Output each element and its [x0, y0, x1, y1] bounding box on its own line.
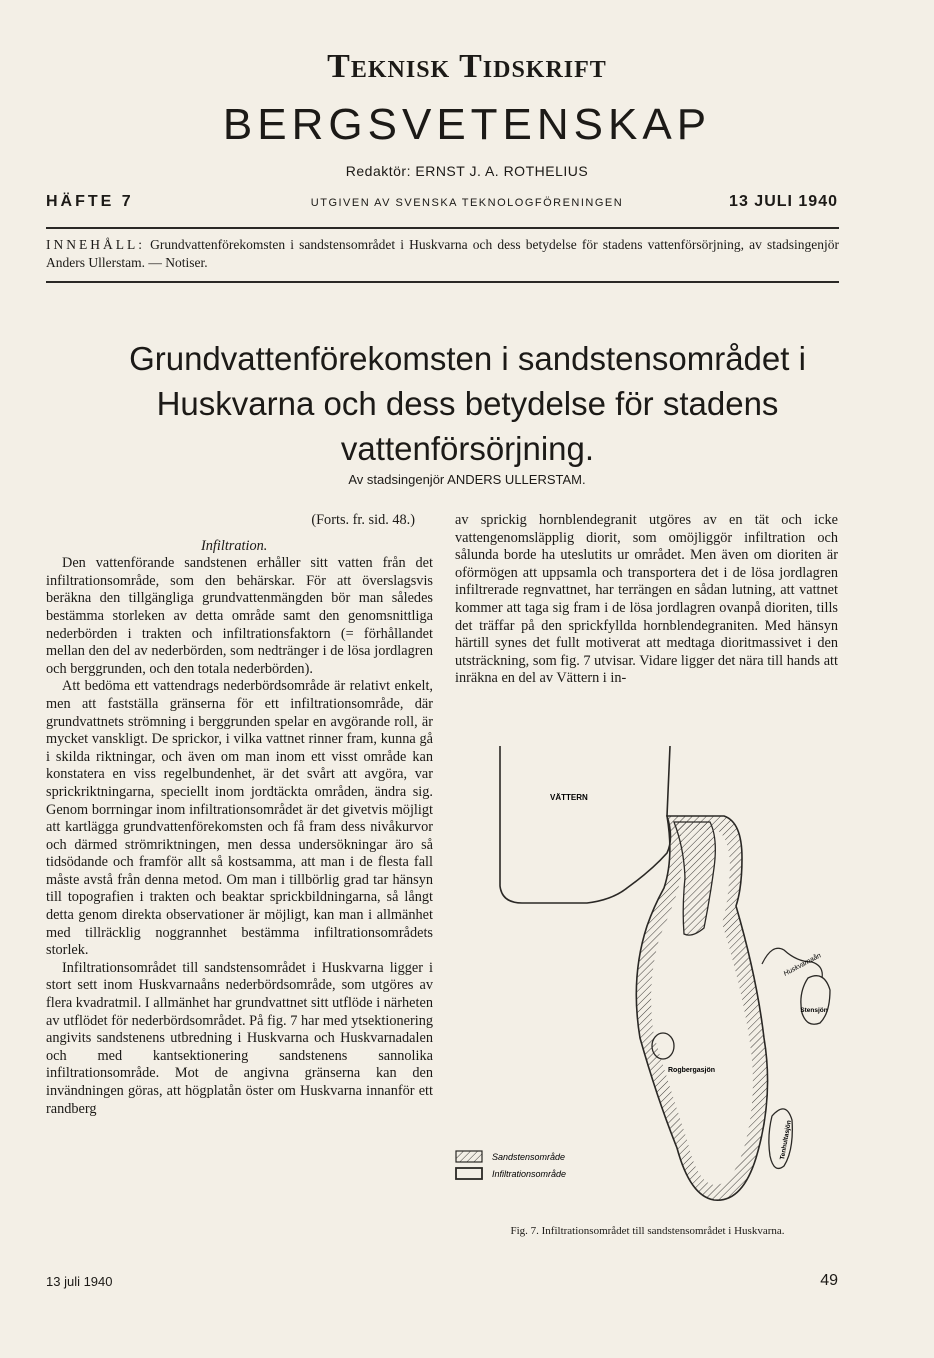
journal-title: Teknisk Tidskrift [327, 48, 607, 85]
legend-sandstone-swatch [456, 1151, 482, 1162]
infiltration-map [452, 738, 832, 1218]
publisher-line: UTGIVEN AV SVENSKA TEKNOLOGFÖRENINGEN [310, 197, 624, 209]
label-huskvarnaan: Huskvarnaån [782, 952, 823, 978]
contents-rule [46, 281, 839, 283]
legend-sandstone-label: Sandstensområde [492, 1152, 566, 1162]
label-tenhultasjon: Tenhultasjön [779, 1119, 793, 1161]
contents-label: INNEHÅLL: [46, 237, 145, 252]
table-of-contents [46, 236, 839, 272]
label-stensjon: Stensjön [800, 1007, 828, 1014]
paragraph: av sprickig hornblendegranit utgöres av en tät och icke vattengenomsläpplig diorit, som omöjliggör infiltration och sålunda borde ha uteslutits ur området. Men även om dioriten är oförmögen att uppsamla och transportera det i de lösa jordlagren infiltrerade regnvattnet, har terrängen en sådan lutning, att vattnet kommer att taga sig fram i de lösa jordlagren ovanpå dioriten, tills det träffar på den sprickfyllda hornblendegraniten. Med hänsyn härtill synes det fullt motiverat att medtaga dioritmassivet i den utsträckning, som fig. 7 utvisar. Vidare ligger det nära till hands att inräkna en del av Vättern i in- [455, 512, 838, 687]
stensjon-lake [801, 976, 830, 1025]
label-vattern: VÄTTERN [550, 793, 588, 802]
continued-note: (Forts. fr. sid. 48.) [311, 512, 415, 528]
top-rule [46, 227, 839, 229]
label-rogbergasjon: Rogbergasjön [668, 1067, 716, 1074]
article-title: Grundvattenförekomsten i sandstensområdet i Huskvarna och dess betydelse för stadens vattenförsörjning. [129, 340, 806, 467]
contents-text: Grundvattenförekomsten i sandstensområdet i Huskvarna och dess betydelse för stadens vattenförsörjning, av stadsingenjör Anders Ullerstam. — Notiser. [46, 237, 839, 270]
right-column [455, 512, 838, 688]
paragraph: Infiltrationsområdet till sandstensområdet i Huskvarna ligger i stort sett inom Huskvarnaåns nederbördsområde, som utgöres av flera kvadratmil. I allmänhet har grundvattnet sitt utflöde i närheten av utflödet för nederbördsområdet. På fig. 7 har med ytsektionering angivits sandstenens utbredning i Huskvarna och Huskvarnadalen och med kantsektionering sandstenens sannolika infiltrationsområde. Mot de angivna gränserna kan den invändningen göras, att högplatån öster om Huskvarna innanför ett randberg [46, 959, 433, 1117]
section-heading: Infiltration. [201, 537, 268, 554]
legend-infiltration-swatch [456, 1168, 482, 1179]
journal-section-title: BERGSVETENSKAP [222, 100, 712, 149]
vattern-shore [500, 746, 671, 903]
paragraph: Den vattenförande sandstenen erhåller sitt vatten från det infiltrationsområde, som den behärskar. För att överslagsvis beräkna den tillgängliga grundvattenmängden bör man således bestämma storleken av detta område samt den genomsnittliga nederbörden i trakten och infiltrationsfaktorn (= förhållandet mellan den del av nederbörden, som nedtränger i de lösa jordlagren och berggrunden, och den totala nederbörden). [46, 555, 433, 677]
left-column [46, 512, 433, 1118]
issue-number: HÄFTE 7 [46, 193, 134, 210]
legend-infiltration-label: Infiltrationsområde [492, 1169, 567, 1179]
article-byline: Av stadsingenjör ANDERS ULLERSTAM. [348, 472, 586, 487]
issue-date: 13 JULI 1940 [729, 193, 838, 210]
footer-date: 13 juli 1940 [46, 1274, 113, 1289]
editor-line: Redaktör: ERNST J. A. ROTHELIUS [345, 163, 589, 179]
page-number: 49 [820, 1272, 838, 1289]
paragraph: Att bedöma ett vattendrags nederbördsområde är relativt enkelt, men att fastställa gränserna för ett infiltrationsområde, där grundvattnets strömning i berggrunden spelar en avgörande roll, är mycket vanskligt. De sprickor, i vilka vattnet rinner fram, kunna gå i skilda riktningar, och även om man inom ett visst område kan konstatera en viss regelbundenhet, är det svårt att avgöra, var sprickriktningarna, speciellt inom jordtäckta områden, ändra sig. Genom borrningar inom infiltrationsområdet är det givetvis möjligt att kartlägga grundvattenförekomsten och få fram dess nivåkurvor och därmed strömriktningen, men dessa undersökningar äro så tidsödande och framför allt så kostsamma, att man i de flesta fall måste avstå från denna metod. Om man i tillbörlig grad tar hänsyn till topografien i trakten och beaktar sprickbildningarna, så långt detta genom direkta observationer är möjligt, kan man i allmänhet med tillräcklig noggrannhet bestämma infiltrationsområdets storlek. [46, 678, 433, 959]
figure-caption: Fig. 7. Infiltrationsområdet till sandstensområdet i Huskvarna. [510, 1225, 785, 1237]
